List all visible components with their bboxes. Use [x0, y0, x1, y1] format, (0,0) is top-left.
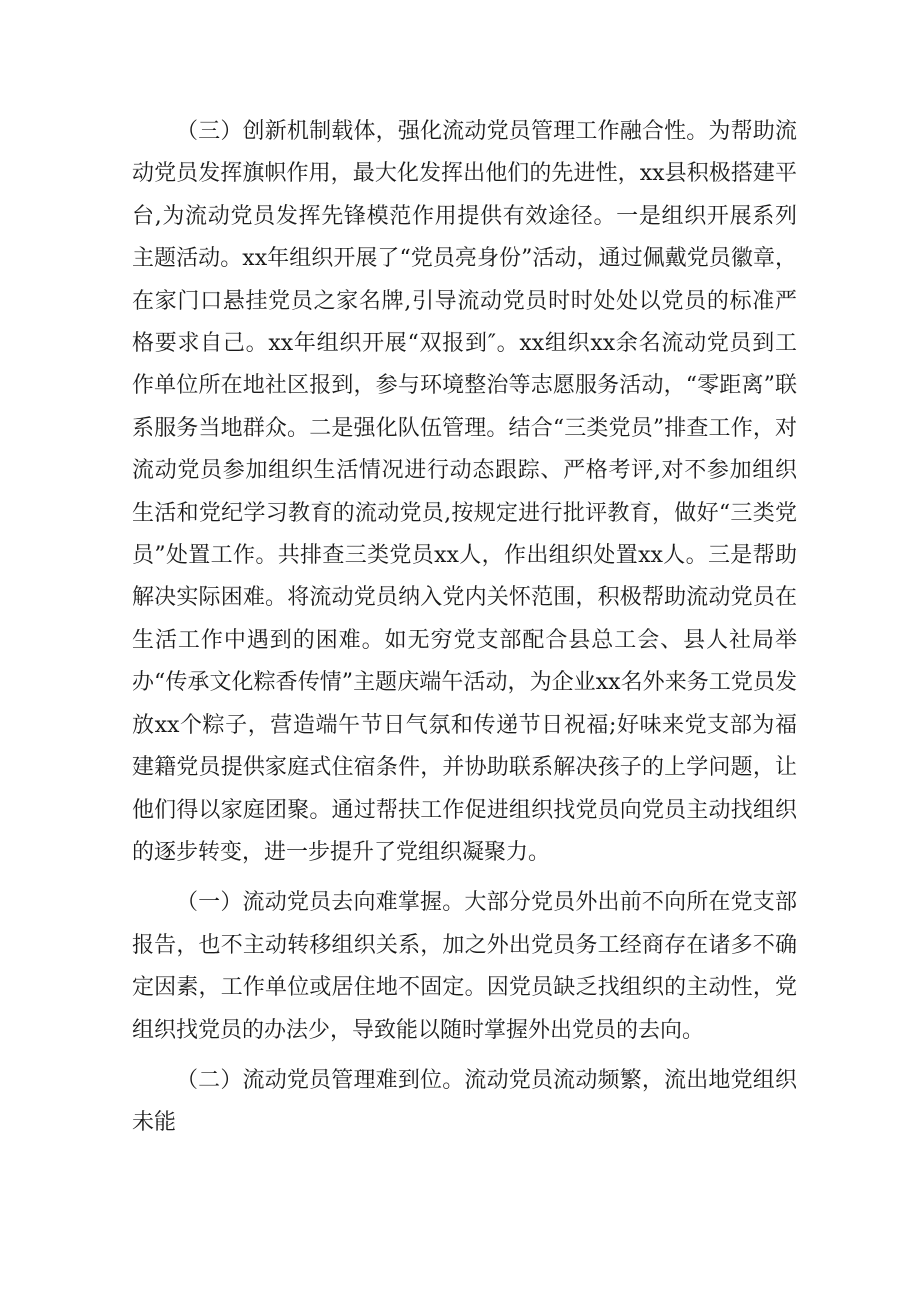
paragraph-whereabouts-hard-to-track: （一）流动党员去向难掌握。大部分党员外出前不向所在党支部报告，也不主动转移组织关系，加之外出党员务工经商存在诸多不确定因素，工作单位或居住地不固定。因党员缺乏找组织的主动性，党组织找党员的办法少，导致能以随时掌握外出党员的去向。 — [132, 890, 797, 1043]
document-body — [132, 111, 797, 1145]
paragraph-management-hard-to-implement: （二）流动党员管理难到位。流动党员流动频繁，流出地党组织未能 — [132, 1067, 797, 1136]
paragraph-innovation-mechanism: （三）创新机制载体，强化流动党员管理工作融合性。为帮助流动党员发挥旗帜作用，最大化发挥出他们的先进性，xx县积极搭建平台,为流动党员发挥先锋模范作用提供有效途径。一是组织开展系列主题活动。xx年组织开展了“党员亮身份”活动，通过佩戴党员徽章，在家门口悬挂党员之家名牌,引导流动党员时时处处以党员的标准严格要求自己。xx年组织开展“双报到″。xx组织xx余名流动党员到工作单位所在地社区报到，参与环境整治等志愿服务活动，“零距离”联系服务当地群众。二是强化队伍管理。结合“三类党员”排查工作，对流动党员参加组织生活情况进行动态跟踪、严格考评,对不参加组织生活和党纪学习教育的流动党员,按规定进行批评教育，做好“三类党员”处置工作。共排查三类党员xx人，作出组织处置xx人。三是帮助解决实际困难。将流动党员纳入党内关怀范围，积极帮助流动党员在生活工作中遇到的困难。如无穷党支部配合县总工会、县人社局举办“传承文化粽香传情”主题庆端午活动，为企业xx名外来务工党员发放xx个粽子，营造端午节日气氛和传递节日祝福;好味来党支部为福建籍党员提供家庭式住宿条件，并协助联系解决孩子的上学问题，让他们得以家庭团聚。通过帮扶工作促进组织找党员向党员主动找组织的逐步转变，进一步提升了党组织凝聚力。 — [132, 119, 797, 865]
